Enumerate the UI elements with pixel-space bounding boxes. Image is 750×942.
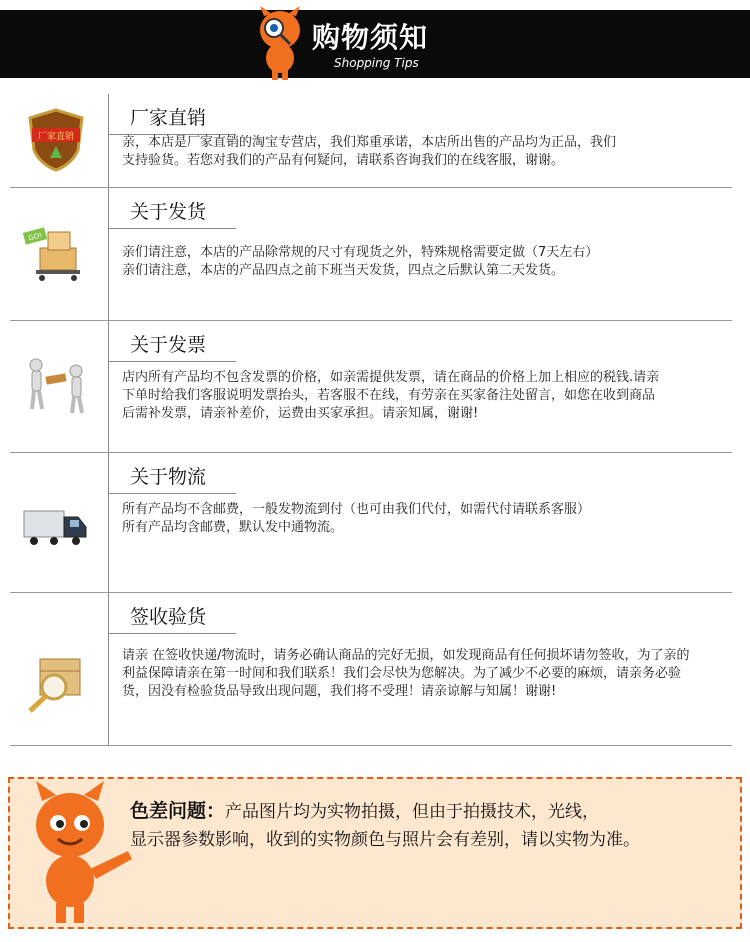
section-invoice <box>10 321 732 453</box>
body-line: 请亲 在签收快递/物流时，请务必确认商品的完好无损，如发现商品有任何损坏请勿签收，为了亲的 <box>122 648 690 663</box>
notice-line-2: 显示器参数影响，收到的实物颜色与照片会有差别，请以实物为准。 <box>130 830 640 850</box>
title-underline <box>108 633 236 634</box>
section-divider <box>108 188 109 320</box>
section-logistics <box>10 453 732 593</box>
title-underline <box>108 493 236 494</box>
body-line: 亲们请注意，本店的产品四点之前下班当天发货，四点之后默认第二天发货。 <box>122 263 565 278</box>
section-divider <box>108 593 109 745</box>
mascot-pointing-icon <box>20 777 140 927</box>
section-direct-sale <box>10 94 732 188</box>
section-body <box>122 647 744 701</box>
section-inspection <box>10 593 732 746</box>
page-subtitle: Shopping Tips <box>334 56 419 70</box>
body-line: 亲们请注意，本店的产品除常规的尺寸有现货之外，特殊规格需要定做（7天左右） <box>122 245 599 260</box>
body-line: 利益保障请亲在第一时间和我们联系！我们会尽快为您解决。为了减少不必要的麻烦，请亲务必验 <box>122 666 682 681</box>
section-title: 签收验货 <box>130 606 207 628</box>
title-underline <box>108 228 236 229</box>
body-line: 店内所有产品均不包含发票的价格，如亲需提供发票，请在商品的价格上加上相应的税钱.请亲 <box>122 370 660 385</box>
badge-shield-icon <box>22 106 90 174</box>
section-body <box>122 244 744 280</box>
notice-line-1: 产品图片均为实物拍摄，但由于拍摄技术，光线， <box>225 802 600 822</box>
section-divider <box>108 94 109 187</box>
section-divider <box>108 453 109 592</box>
header-banner <box>0 10 750 78</box>
body-line: 亲，本店是厂家直销的淘宝专营店，我们郑重承诺，本店所出售的产品均为正品，我们 <box>122 135 617 150</box>
section-body <box>122 501 744 537</box>
section-title: 厂家直销 <box>130 107 207 129</box>
magnifier-box-icon <box>22 649 90 717</box>
body-line: 支持验货。若您对我们的产品有何疑问，请联系咨询我们的在线客服，谢谢。 <box>122 153 565 168</box>
page-title: 购物须知 <box>312 21 429 54</box>
body-line: 货，因没有检验货品导致出现问题，我们将不受理！请亲谅解与知属！谢谢! <box>122 684 557 699</box>
truck-icon <box>22 493 90 561</box>
body-line: 下单时给我们客服说明发票抬头，若客服不在线，有劳亲在买家备注处留言，如您在收到商品 <box>122 388 656 403</box>
section-title: 关于物流 <box>130 466 207 488</box>
body-line: 所有产品均不含邮费，一般发物流到付（也可由我们代付，如需代付请联系客服） <box>122 502 591 517</box>
section-body <box>122 134 744 170</box>
title-underline <box>108 361 236 362</box>
notice-label: 色差问题： <box>130 800 226 822</box>
section-divider <box>108 321 109 452</box>
handover-people-icon <box>22 351 90 419</box>
body-line: 后需补发票，请亲补差价，运费由买家承担。请亲知属，谢谢! <box>122 406 479 421</box>
notice-text <box>130 797 735 854</box>
section-body <box>122 369 744 423</box>
color-difference-notice <box>8 777 742 929</box>
section-shipping <box>10 188 732 321</box>
body-line: 所有产品均含邮费，默认发中通物流。 <box>122 520 344 535</box>
section-title: 关于发票 <box>130 334 207 356</box>
mascot-icon <box>252 6 308 82</box>
go-label: GO! <box>27 231 43 243</box>
badge-label: 厂家直销 <box>37 132 75 142</box>
section-title: 关于发货 <box>130 201 207 223</box>
delivery-boxes-icon <box>22 218 90 286</box>
